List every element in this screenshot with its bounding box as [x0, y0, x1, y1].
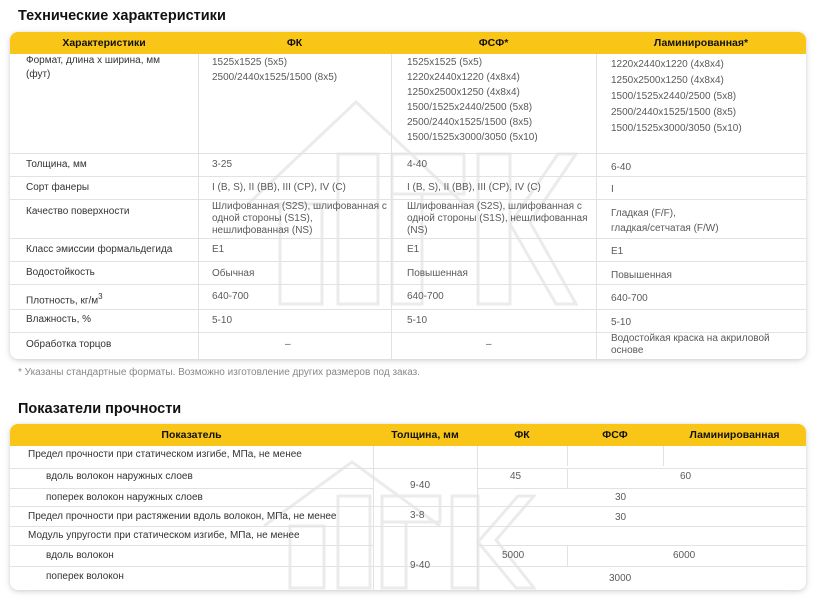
strength-modulus-along-label: вдоль волокон: [46, 550, 114, 561]
spec-row-format-label: Формат, длина х ширина, мм (фут): [26, 55, 161, 80]
strength-bend-along-label: вдоль волокон наружных слоев: [46, 471, 193, 482]
spec-grade-lam: I: [611, 184, 614, 195]
spec-format-lam-5: 1500/1525x3000/3050 (5x10): [611, 123, 742, 134]
strength-bend-title: Предел прочности при статическом изгибе, МПа, не менее: [28, 449, 302, 460]
spec-edge-lam: Водостойкая краска на акриловой основе: [611, 333, 770, 356]
spec-emission-fsf: E1: [407, 244, 420, 255]
spec-density-fk: 640-700: [212, 291, 249, 302]
spec-header-characteristics: Характеристики: [62, 37, 146, 49]
strength-modulus-across-value: 3000: [609, 573, 632, 584]
strength-tension-label: Предел прочности при растяжении вдоль волокон, МПа, не менее: [28, 511, 337, 522]
spec-thickness-fk: 3-25: [212, 159, 233, 170]
strength-header-laminated: Ламинированная: [689, 429, 780, 441]
spec-density-fsf: 640-700: [407, 291, 444, 302]
spec-row-water-label: Водостойкость: [26, 267, 95, 278]
strength-bend-across-value: 30: [615, 492, 627, 503]
strength-header-fsf: ФСФ: [602, 429, 628, 441]
strength-modulus-title: Модуль упругости при статическом изгибе, МПа, не менее: [28, 530, 300, 541]
strength-modulus-along-fk: 5000: [502, 550, 525, 561]
strength-bend-along-fk: 45: [510, 471, 522, 482]
spec-row-surface-label: Качество поверхности: [26, 206, 130, 217]
spec-surface-lam-1: Гладкая (F/F),: [611, 208, 676, 219]
spec-edge-fsf: –: [486, 339, 492, 350]
spec-row-emission-label: Класс эмиссии формальдегида: [26, 244, 173, 255]
strength-modulus-thickness: 9-40: [410, 560, 431, 571]
spec-format-fsf-1: 1525x1525 (5x5): [407, 57, 483, 68]
spec-edge-fk: –: [285, 339, 291, 350]
spec-grade-fsf: I (B, S), II (BB), III (CP), IV (C): [407, 182, 541, 193]
strength-title: Показатели прочности: [18, 401, 182, 417]
spec-water-lam: Повышенная: [611, 270, 672, 281]
spec-moisture-fsf: 5-10: [407, 315, 428, 326]
strength-table: [10, 424, 806, 590]
spec-format-fsf-5: 2500/2440x1525/1500 (8x5): [407, 117, 533, 128]
spec-water-fsf: Повышенная: [407, 268, 468, 279]
spec-surface-fk: Шлифованная (S2S), шлифованная с одной стороны (S1S), нешлифованная (NS): [212, 201, 387, 236]
strength-modulus-across-label: поперек волокон: [46, 571, 124, 582]
spec-format-fk-1: 1525x1525 (5x5): [212, 57, 288, 68]
spec-emission-fk: E1: [212, 244, 225, 255]
spec-row-grade-label: Сорт фанеры: [26, 182, 90, 193]
spec-water-fk: Обычная: [212, 268, 255, 279]
spec-table: [10, 32, 806, 359]
strength-bend-thickness: 9-40: [410, 480, 431, 491]
spec-format-lam-4: 2500/2440x1525/1500 (8x5): [611, 107, 737, 118]
strength-header-indicator: Показатель: [161, 429, 222, 441]
spec-row-density-label: Плотность, $кг/м^3$: [26, 292, 103, 307]
spec-format-lam-1: 1220x2440x1220 (4x8x4): [611, 59, 724, 70]
strength-bend-along-other: 60: [680, 471, 692, 482]
spec-format-lam-3: 1500/1525x2440/2500 (5x8): [611, 91, 737, 102]
spec-format-fsf-2: 1220x2440x1220 (4x8x4): [407, 72, 520, 83]
strength-header-fk: ФК: [514, 429, 530, 441]
spec-surface-fsf: Шлифованная (S2S), шлифованная с одной стороны (S1S), нешлифованная (NS): [407, 201, 588, 236]
spec-title: Технические характеристики: [18, 8, 226, 24]
spec-density-lam: 640-700: [611, 293, 648, 304]
spec-row-moisture-label: Влажность, %: [26, 314, 92, 325]
spec-row-thickness-label: Толщина, мм: [26, 159, 87, 170]
strength-header-thickness: Толщина, мм: [391, 429, 459, 441]
spec-format-fsf-3: 1250x2500x1250 (4x8x4): [407, 87, 520, 98]
strength-modulus-along-other: 6000: [673, 550, 696, 561]
spec-footnote: * Указаны стандартные форматы. Возможно изготовление других размеров под заказ.: [18, 367, 421, 378]
spec-moisture-fk: 5-10: [212, 315, 233, 326]
strength-bend-across-label: поперек волокон наружных слоев: [46, 492, 203, 503]
spec-format-fk-2: 2500/2440x1525/1500 (8x5): [212, 72, 338, 83]
spec-header-laminated: Ламинированная*: [653, 37, 749, 49]
spec-thickness-fsf: 4-40: [407, 159, 428, 170]
strength-tension-value: 30: [615, 512, 627, 523]
spec-format-lam-2: 1250x2500x1250 (4x8x4): [611, 75, 724, 86]
spec-row-edge-label: Обработка торцов: [26, 339, 112, 350]
spec-format-fsf-4: 1500/1525x2440/2500 (5x8): [407, 102, 533, 113]
spec-moisture-lam: 5-10: [611, 317, 632, 328]
spec-surface-lam-2: гладкая/сетчатая (F/W): [611, 223, 719, 234]
spec-thickness-lam: 6-40: [611, 162, 632, 173]
strength-tension-thickness: 3-8: [410, 510, 425, 521]
spec-header-fsf: ФСФ*: [478, 37, 509, 49]
spec-header-fk: ФК: [286, 37, 303, 49]
spec-emission-lam: E1: [611, 246, 624, 257]
spec-format-fsf-6: 1500/1525x3000/3050 (5x10): [407, 132, 538, 143]
spec-grade-fk: I (B, S), II (BB), III (CP), IV (C): [212, 182, 346, 193]
